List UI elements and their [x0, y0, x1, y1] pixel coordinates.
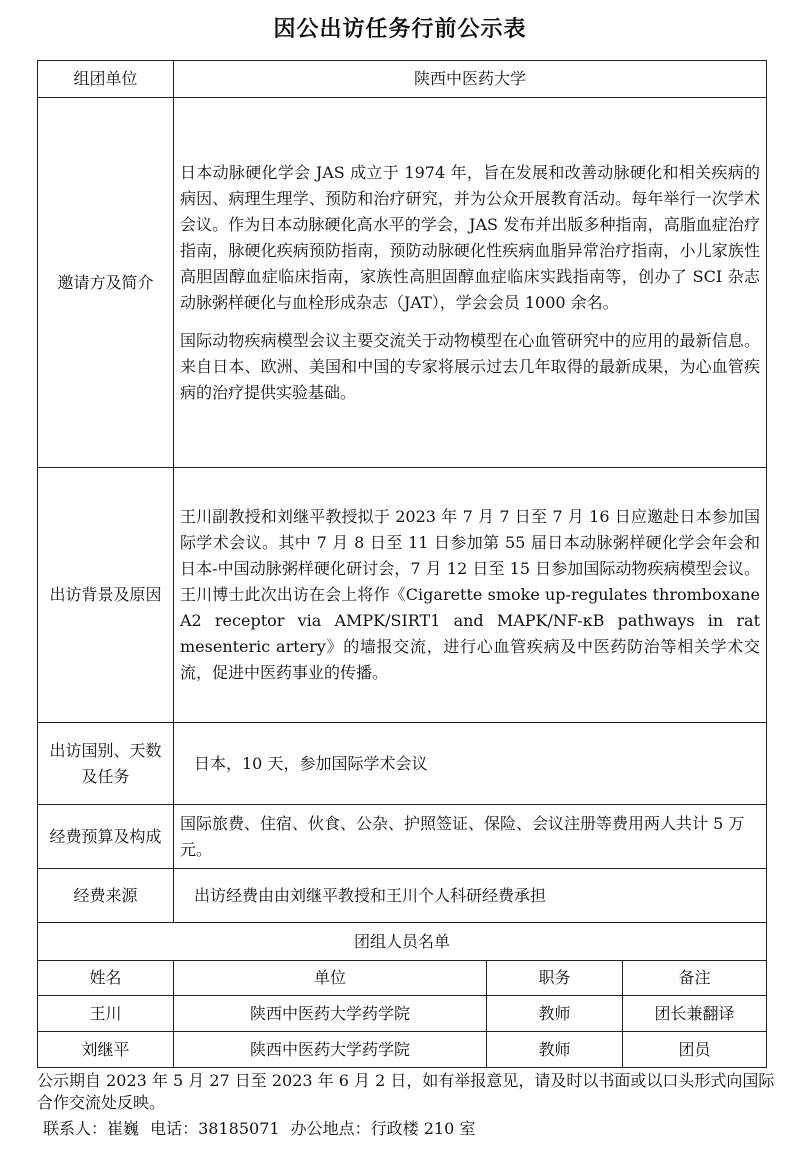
member-name: 王川 — [38, 996, 174, 1032]
notice-text: 公示期自 2023 年 5 月 27 日至 2023 年 6 月 2 日，如有举报意见，请及时以书面或以口头形式向国际合作交流处反映。 — [37, 1071, 775, 1112]
background-label: 出访背景及原因 — [38, 468, 174, 723]
table-row — [38, 1032, 767, 1068]
source-label: 经费来源 — [38, 869, 174, 923]
contact-person: 联系人：崔巍 — [43, 1119, 140, 1138]
budget-label: 经费预算及构成 — [38, 805, 174, 869]
office-location: 办公地点：行政楼 210 室 — [290, 1119, 476, 1138]
budget-row — [38, 805, 767, 869]
intro-label: 邀请方及简介 — [38, 98, 174, 468]
background-cell — [174, 468, 767, 723]
intro-paragraph-2: 国际动物疾病模型会议主要交流关于动物模型在心血管研究中的应用的最新信息。来自日本、欧洲、美国和中国的专家将展示过去几年取得的最新成果，为心血管疾病的治疗提供实验基础。 — [180, 330, 760, 402]
member-name: 刘继平 — [38, 1032, 174, 1068]
column-header-name: 姓名 — [38, 961, 174, 996]
member-remark: 团员 — [623, 1032, 767, 1068]
contact-phone: 电话：38185071 — [150, 1119, 280, 1138]
org-row — [38, 61, 767, 98]
member-position: 教师 — [487, 1032, 623, 1068]
source-value: 出访经费由由刘继平教授和王川个人科研经费承担 — [174, 869, 767, 923]
contact-line — [43, 1118, 783, 1140]
column-header-unit: 单位 — [174, 961, 487, 996]
intro-row — [38, 98, 767, 468]
intro-cell — [174, 98, 767, 468]
country-value: 日本，10 天，参加国际学术会议 — [174, 723, 767, 805]
org-label: 组团单位 — [38, 61, 174, 98]
org-value: 陕西中医药大学 — [174, 61, 767, 98]
intro-paragraph-1: 日本动脉硬化学会 JAS 成立于 1974 年，旨在发展和改善动脉硬化和相关疾病的病因、病理生理学、预防和治疗研究，并为公众开展教育活动。每年举行一次学术会议。作为日本动脉硬化高水平的学会，JAS 发布并出版多种指南，高脂血症治疗指南，脉硬化疾病预防指南，预防动脉硬化性疾病血脂异常治疗指南，小儿家族性高胆固醇血症临床指南，家族性高胆固醇血症临床实践指南等，创办了 SCI 杂志动脉粥样硬化与血栓形成杂志（JAT），学会会员 1000 余名。 — [180, 162, 760, 312]
members-header-row — [38, 961, 767, 996]
background-row — [38, 468, 767, 723]
budget-value: 国际旅费、住宿、伙食、公杂、护照签证、保险、会议注册等费用两人共计 5 万元。 — [174, 805, 767, 869]
member-unit: 陕西中医药大学药学院 — [174, 1032, 487, 1068]
column-header-remark: 备注 — [623, 961, 767, 996]
table-row — [38, 996, 767, 1032]
member-remark: 团长兼翻译 — [623, 996, 767, 1032]
country-label: 出访国别、天数及任务 — [38, 723, 174, 805]
source-row — [38, 869, 767, 923]
column-header-position: 职务 — [487, 961, 623, 996]
page-title: 因公出访任务行前公示表 — [273, 17, 527, 42]
member-unit: 陕西中医药大学药学院 — [174, 996, 487, 1032]
background-text: 王川副教授和刘继平教授拟于 2023 年 7 月 7 日至 7 月 16 日应邀赴日本参加国际学术会议。其中 7 月 8 日至 11 日参加第 55 届日本动脉粥样硬化学会年会和日本-中国动脉粥样硬化研讨会，7 月 12 日至 15 日参加国际动物疾病模型会议。王川博士此次出访在会上将作《Cigarette smoke up-regulates thromboxane A2 receptor via AMPK/SIRT1 and MAPK/NF-κB pathways in rat mesenteric artery》的墙报交流，进行心血管疾病及中医药防治等相关学术交流，促进中医药事业的传播。 — [180, 507, 760, 682]
members-heading-row — [38, 923, 767, 961]
announcement-table — [37, 60, 767, 1068]
members-heading: 团组人员名单 — [38, 923, 767, 961]
member-position: 教师 — [487, 996, 623, 1032]
country-row — [38, 723, 767, 805]
